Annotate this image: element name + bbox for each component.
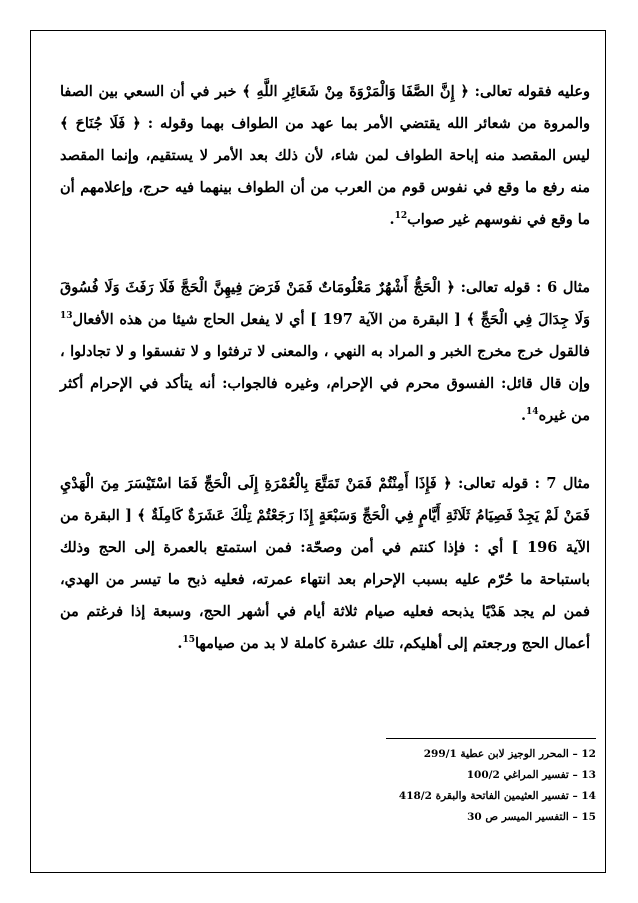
paragraph-example-7 (60, 468, 590, 660)
quran-verse: ﴿ فَلَا جُنَاحَ ﴾ (60, 115, 141, 132)
document-body (60, 76, 590, 660)
paragraph-text: فالقول خرج مخرج الخبر و المراد به النهي ، والمعنى لا ترفثوا و لا تفسقوا و لا تجادلوا ، وإن قال قائل: الفسوق محرم في الإحرام، وغيره فالجواب: أنه يتأكد في الإحرام أكثر من غيره (60, 343, 590, 424)
footnote-ref: 13 (60, 311, 73, 322)
footnote-13: 13 – تفسير المراغي 100/2 (466, 769, 596, 781)
paragraph-text: [ البقرة من الآية 197 ] أي لا يفعل الحاج شيئا من هذه الأفعال (72, 311, 467, 328)
quran-verse: ﴿ إِنَّ الصَّفَا وَالْمَرْوَةَ مِنْ شَعَائِرِ اللَّهِ ﴾ (242, 83, 469, 100)
paragraph-text: خبر في أن السعي بين الصفا والمروة من شعائر الله يقتضي الأمر بما عهد من الطواف بهما وقوله : (60, 83, 591, 132)
paragraph-text: مثال 7 : قوله تعالى: (451, 475, 590, 492)
footnote-ref: 12 (394, 211, 408, 222)
footnote-ref: 15 (182, 635, 195, 646)
quran-verse: ﴿ فَإِذَا أَمِنْتُمْ فَمَنْ تَمَتَّعَ بِالْعُمْرَةِ إِلَى الْحَجِّ فَمَا اسْتَيْسَرَ مِنَ الْهَدْيِ فَمَنْ لَمْ يَجِدْ فَصِيَامُ ثَلَاثَةِ أَيَّامٍ فِي الْحَجِّ وَسَبْعَةٍ إِذَا رَجَعْتُمْ تِلْكَ عَشَرَةٌ كَامِلَةٌ ﴾ (60, 475, 590, 524)
paragraph-text: مثال 6 : قوله تعالى: (454, 279, 590, 296)
paragraph-text: [ البقرة من الآية 196 ] أي : فإذا كنتم في أمن وصحّة: فمن استمتع بالعمرة إلى الحج وذلك باستباحة ما حُرّم عليه بسبب الإحرام بعد انتهاء عمرته، فعليه ذبح ما تيسر من الهدي، فمن لم يجد هَدْيًا يذبحه فعليه صيام ثلاثة أيام في أشهر الحج، وسبعة إذا فرغتم من أعمال الحج ورجعتم إلى أهليكم، تلك عشرة كاملة لا بد من صيامها (60, 507, 590, 652)
paragraph-text: . (177, 635, 183, 652)
footnote-14: 14 – تفسير العثيمين الفاتحة والبقرة 418/2 (398, 790, 596, 802)
footnote-12: 12 – المحرر الوجيز لابن عطية 299/1 (423, 748, 596, 760)
paragraph-intro (60, 76, 590, 236)
paragraph-example-6 (60, 272, 590, 432)
footnote-separator (386, 738, 596, 739)
paragraph-text: . (520, 407, 527, 424)
paragraph-text: وعليه فقوله تعالى: (468, 83, 590, 100)
quran-verse: ﴿ الْحَجُّ أَشْهُرٌ مَعْلُومَاتٌ فَمَنْ فَرَضَ فِيهِنَّ الْحَجَّ فَلَا رَفَثَ وَلَا فُسُوقَ وَلَا جِدَالَ فِي الْحَجِّ ﴾ (60, 279, 590, 328)
paragraph-text: . (389, 211, 395, 228)
footnote-15: 15 – التفسير الميسر ص 30 (467, 811, 596, 823)
paragraph-text: ليس المقصد منه إباحة الطواف لمن شاء، لأن ذلك بعد الأمر لا يستقيم، وإنما المقصد منه رفع ما وقع في نفوس قوم من العرب من أن الطواف بينهما فيه حرج، وإعلامهم أن ما وقع في نفوسهم غير صواب (60, 147, 590, 228)
footnote-ref: 14 (526, 407, 539, 418)
footnotes-section (296, 738, 596, 829)
